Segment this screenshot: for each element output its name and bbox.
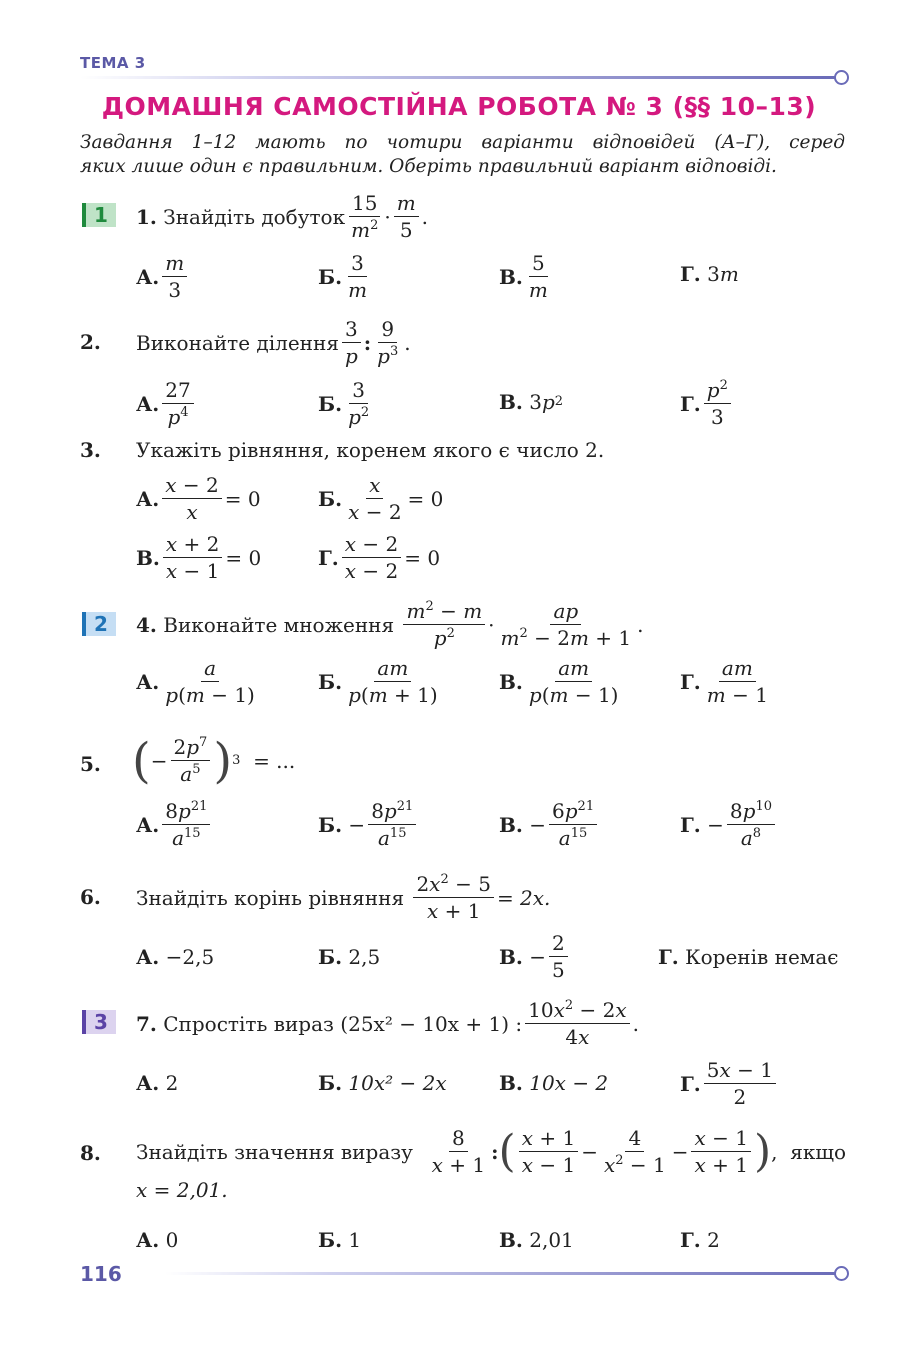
answer-7-a[interactable]: [136, 1071, 178, 1095]
question-7: 7. Спростіть вираз (25x² − 10x + 1) : $\frac{10x^2 - 2x}{4x}$ .: [136, 998, 640, 1049]
answer-8-b[interactable]: [318, 1228, 361, 1252]
fraction: $\frac{15}{m^2}$: [348, 190, 381, 243]
answer-label: Г.: [680, 1228, 701, 1252]
answer-6-a[interactable]: [136, 945, 214, 969]
answer-5-v[interactable]: В. − $\frac{6p^{21}}{a^{15}}$: [499, 798, 600, 851]
answer-3-a[interactable]: А. $\frac{x - 2}{x}$ = 0: [136, 473, 261, 524]
answer-7-g[interactable]: Г. $\frac{5x - 1}{2}$: [680, 1057, 779, 1110]
question-6-number: [80, 885, 101, 909]
right-paren: ): [213, 732, 233, 789]
answer-label: Б.: [318, 945, 343, 969]
answer-4-a[interactable]: А. $\frac{a}{p(m - 1)}$: [136, 656, 255, 707]
answer-label: А.: [136, 945, 160, 969]
answer-6-b[interactable]: [318, 945, 380, 969]
answer-4-g[interactable]: Г. $\frac{am}{m - 1}$: [680, 656, 768, 707]
answer-label: Г.: [318, 545, 339, 570]
question-tail: якщо: [790, 1139, 846, 1164]
intro-line-2: яких лише один є правильним. Оберіть правильний варіант відповіді.: [80, 156, 777, 177]
footer-rule-ring: [834, 1266, 849, 1281]
answer-label: В.: [499, 812, 523, 837]
fraction: $\frac{3}{p}$: [342, 316, 361, 369]
answer-5-g[interactable]: Г. − $\frac{8p^{10}}{a^8}$: [680, 798, 778, 851]
answer-1-b[interactable]: Б. $\frac{3}{m}$: [318, 251, 368, 302]
question-number: 3.: [80, 438, 101, 462]
question-text: Укажіть рівняння, коренем якого є число 2.: [136, 438, 605, 462]
fraction: $\frac{ap}{m^2 - 2m + 1}$: [500, 599, 632, 650]
page-number: 116: [80, 1262, 122, 1286]
answer-1-v[interactable]: В. $\frac{5}{m}$: [499, 251, 548, 302]
answer-4-b[interactable]: Б. $\frac{am}{p(m + 1)}$: [318, 656, 438, 707]
answer-1-a[interactable]: А. $\frac{m}{3}$: [136, 250, 190, 303]
question-tail: = ...: [253, 748, 296, 773]
expression: $\frac{8}{x + 1}$ : ( $\frac{x + 1}{x - 1}$ − $\frac{4}{x^2 - 1}$ − $\frac{x - 1}{x + 1}$ ) ,: [431, 1125, 778, 1177]
answer-value: 10x² − 2x: [348, 1071, 447, 1095]
header-rule: [80, 76, 836, 79]
answer-2-v[interactable]: В. 3 p 2: [499, 390, 564, 414]
topic-label: ТЕМА 3: [80, 54, 146, 72]
question-text: Знайдіть значення виразу: [136, 1139, 413, 1164]
question-8-number: [80, 1141, 101, 1165]
answer-7-v[interactable]: [499, 1071, 608, 1095]
question-text: Знайдіть добуток: [163, 204, 346, 229]
answer-label: А.: [136, 812, 160, 837]
question-text: Знайдіть корінь рівняння: [136, 885, 405, 910]
fraction: $\frac{2x^2 - 5}{x + 1}$: [413, 871, 494, 924]
question-4: 4. Виконайте множення $\frac{m^2 - m}{p^2}$ · $\frac{ap}{m^2 - 2m + 1}$ .: [136, 599, 644, 650]
answer-8-v[interactable]: [499, 1228, 574, 1252]
answer-label: А.: [136, 264, 160, 289]
answer-2-b[interactable]: Б. $\frac{3}{p^2}$: [318, 378, 370, 429]
question-number: 6.: [80, 885, 101, 909]
expression: (25x² − 10x + 1) :: [340, 1011, 523, 1036]
answer-label: В.: [499, 1228, 523, 1252]
answer-value: 2: [707, 1228, 720, 1252]
question-number: 2.: [80, 330, 101, 354]
answer-label: Б.: [318, 669, 343, 694]
answer-label: Б.: [318, 391, 343, 416]
answer-label: А.: [136, 1228, 160, 1252]
answer-label: Г.: [680, 391, 701, 416]
answer-label: Б.: [318, 1228, 343, 1252]
answer-label: В.: [499, 1071, 523, 1095]
answer-3-v[interactable]: В. $\frac{x + 2}{x - 1}$ = 0: [136, 532, 262, 583]
answer-4-v[interactable]: В. $\frac{am}{p(m - 1)}$: [499, 656, 619, 707]
question-number: 1.: [136, 204, 157, 229]
answer-3-b[interactable]: Б. $\frac{x}{x - 2}$ = 0: [318, 473, 444, 524]
answer-label: Г.: [680, 262, 701, 286]
fraction: $\frac{10x^2 - 2x}{4x}$: [525, 997, 630, 1050]
answer-6-v[interactable]: В. − $\frac{2}{5}$: [499, 930, 571, 983]
question-6: [136, 871, 550, 924]
level-badge-1: 1: [82, 203, 116, 227]
answer-7-b[interactable]: [318, 1071, 447, 1095]
answer-1-g[interactable]: Г. 3 m: [680, 262, 739, 286]
question-number: 4.: [136, 612, 157, 637]
question-3-number: [80, 438, 101, 462]
answer-value: Коренів немає: [685, 945, 839, 969]
answer-6-g[interactable]: [658, 945, 839, 969]
answer-label: Б.: [318, 264, 343, 289]
answer-2-a[interactable]: А. $\frac{27}{p^4}$: [136, 377, 197, 430]
question-number: 5.: [80, 752, 101, 776]
answer-value: 10x − 2: [529, 1071, 609, 1095]
intro-line-1: Завдання 1–12 мають по чотири варіанти відповідей (А–Г), серед: [80, 132, 845, 153]
answer-label: В.: [499, 944, 523, 969]
question-1: 1. Знайдіть добуток $\frac{15}{m^2}$ · $\frac{m}{5}$ .: [136, 191, 429, 242]
question-5: ( − $\frac{2p^7}{a^5}$ ) 3 = ...: [132, 732, 296, 789]
answer-label: Б.: [318, 812, 343, 837]
answer-label: В.: [136, 545, 160, 570]
answer-label: В.: [499, 669, 523, 694]
answer-5-a[interactable]: А. $\frac{8p^{21}}{a^{15}}$: [136, 798, 213, 851]
question-2: Виконайте ділення $\frac{3}{p}$ : $\frac{9}{p^3}$ .: [136, 317, 411, 368]
answer-label: Г.: [680, 669, 701, 694]
answer-label: А.: [136, 669, 160, 694]
fraction: $\frac{2p^7}{a^5}$: [171, 734, 211, 787]
answer-label: Б.: [318, 486, 343, 511]
answer-label: Г.: [680, 1071, 701, 1096]
footer-rule: [165, 1272, 836, 1275]
question-text: Спростіть вираз: [163, 1011, 334, 1036]
answer-label: В.: [499, 390, 523, 414]
answer-value: 0: [165, 1228, 179, 1252]
question-5-number: [80, 752, 101, 776]
answer-label: А.: [136, 1071, 160, 1095]
answer-value: −2,5: [165, 945, 215, 969]
answer-label: А.: [136, 486, 160, 511]
header-rule-ring: [834, 70, 849, 85]
question-3: [136, 438, 604, 462]
left-paren: (: [132, 732, 151, 789]
fraction: $\frac{m^2 - m}{p^2}$: [403, 598, 485, 651]
fraction: $\frac{m}{5}$: [394, 190, 419, 243]
answer-value: 2,01: [529, 1228, 574, 1252]
answer-label: А.: [136, 391, 160, 416]
answer-label: В.: [499, 264, 523, 289]
question-text: Виконайте ділення: [136, 330, 339, 355]
level-badge-3: 3: [82, 1010, 116, 1034]
answer-8-g[interactable]: [680, 1228, 720, 1252]
equation-rhs: = 2x.: [496, 885, 551, 910]
question-number: 7.: [136, 1011, 157, 1036]
level-badge-2: 2: [82, 612, 116, 636]
question-number: 8.: [80, 1141, 101, 1165]
question-8-condition: x = 2,01.: [136, 1178, 228, 1202]
fraction: $\frac{9}{p^3}$: [377, 317, 399, 368]
question-2-number: [80, 330, 101, 354]
answer-label: Б.: [318, 1071, 343, 1095]
answer-8-a[interactable]: [136, 1228, 178, 1252]
answer-3-g[interactable]: Г. $\frac{x - 2}{x - 2}$ = 0: [318, 532, 441, 583]
answer-label: Г.: [658, 945, 679, 969]
answer-label: Г.: [680, 812, 701, 837]
question-text: Виконайте множення: [163, 612, 395, 637]
answer-5-b[interactable]: Б. − $\frac{8p^{21}}{a^{15}}$: [318, 798, 419, 851]
answer-2-g[interactable]: Г. $\frac{p^2}{3}$: [680, 377, 734, 430]
answer-value: 2: [165, 1071, 179, 1095]
answer-value: 1: [348, 1228, 362, 1252]
page-title: ДОМАШНЯ САМОСТІЙНА РОБОТА № 3 (§§ 10–13): [101, 92, 817, 121]
answer-value: 2,5: [348, 945, 381, 969]
question-8: [136, 1125, 846, 1178]
